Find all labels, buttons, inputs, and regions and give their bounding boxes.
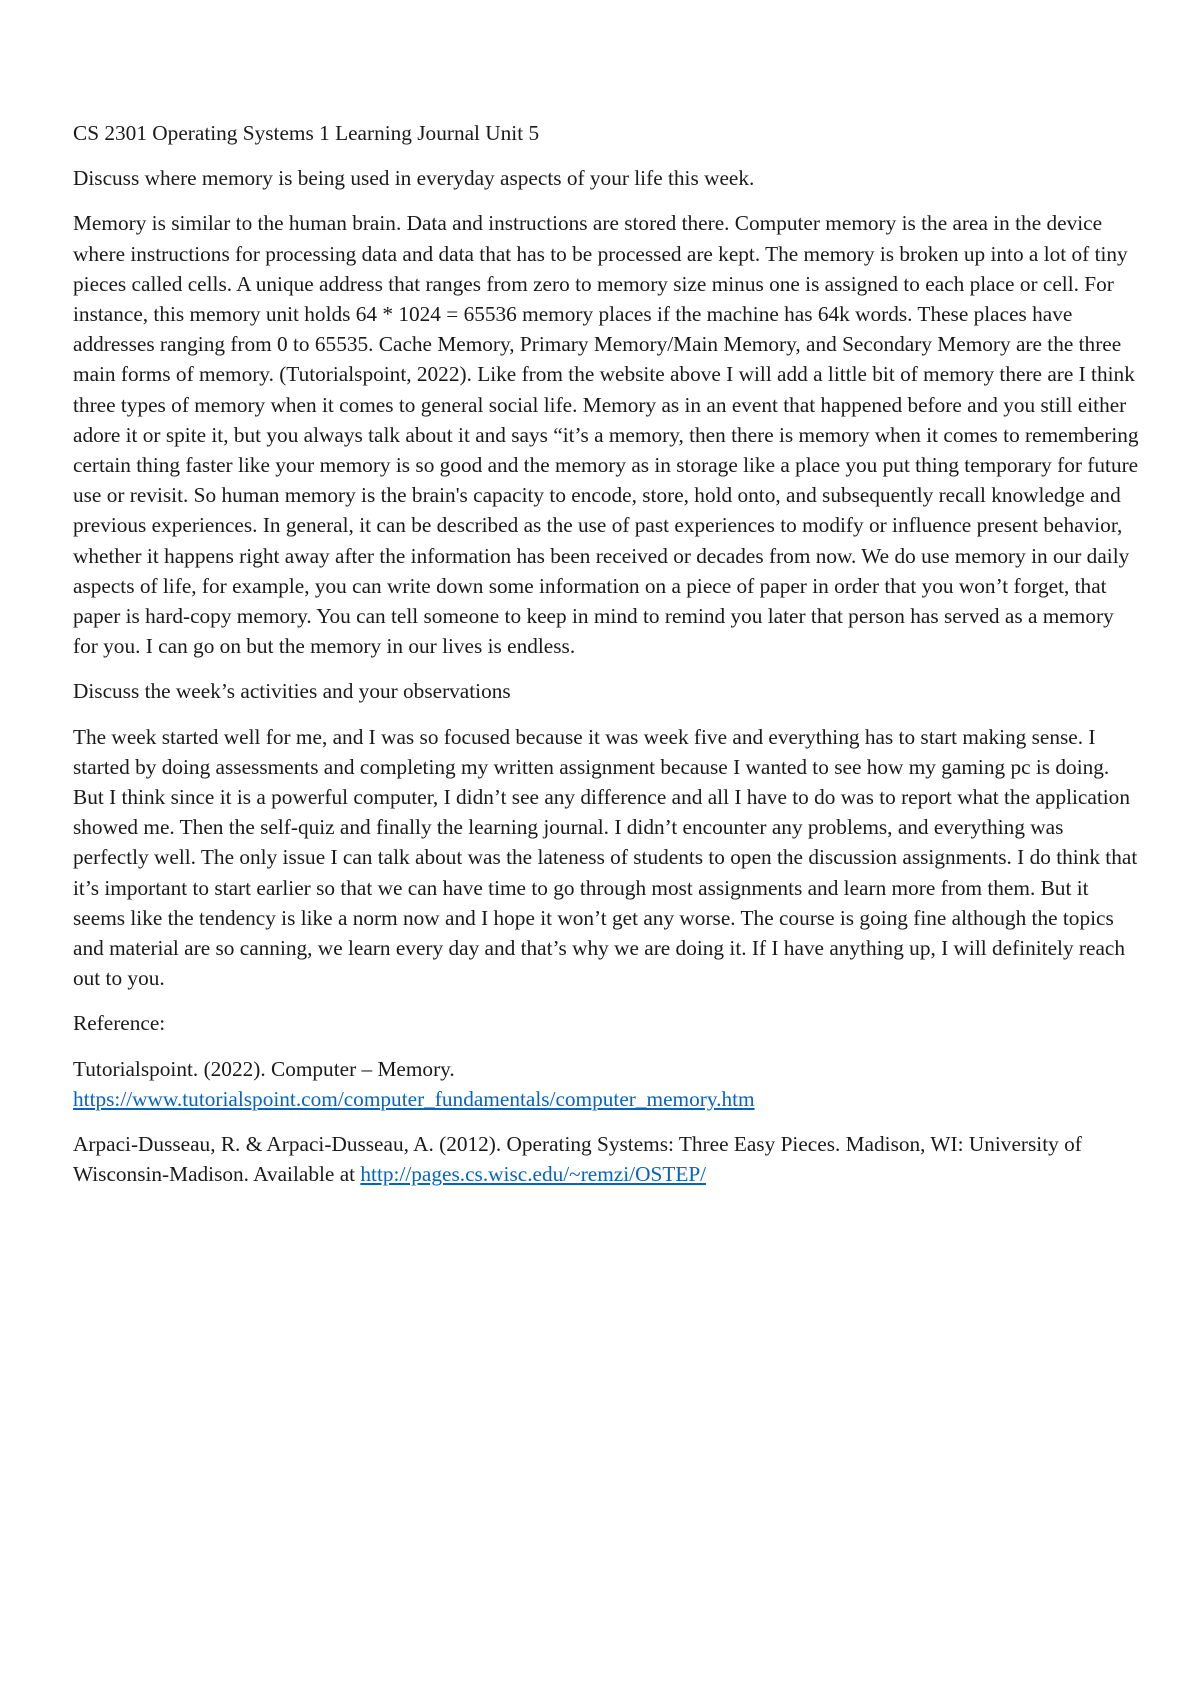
reference-item: [73, 1054, 1143, 1114]
document-title: CS 2301 Operating Systems 1 Learning Journal Unit 5: [73, 121, 540, 145]
reference-text: Tutorialspoint. (2022). Computer – Memory.: [73, 1056, 455, 1081]
reference-link[interactable]: http://pages.cs.wisc.edu/~remzi/OSTEP/: [360, 1162, 707, 1187]
reference-text: Arpaci-Dusseau, R. & Arpaci-Dusseau, A. (2012). Operating Systems: Three Easy Pieces. Madison, WI: University of Wisconsin-Madison. Available at: [73, 1132, 1082, 1187]
reference-heading: Reference:: [73, 1011, 166, 1036]
reference-link[interactable]: https://www.tutorialspoint.com/computer_fundamentals/computer_memory.htm: [73, 1086, 755, 1111]
question-memory: Discuss where memory is being used in everyday aspects of your life this week.: [73, 166, 755, 191]
document-page: [73, 118, 1143, 1205]
question-week-activities: Discuss the week’s activities and your observations: [73, 679, 511, 704]
answer-memory: Memory is similar to the human brain. Data and instructions are stored there. Computer memory is the area in the device where instructions for processing data and data that has to be processed are kept. The memory is broken up into a lot of tiny pieces called cells. A unique address that ranges from zero to memory size minus one is assigned to each place or cell. For instance, this memory unit holds 64 * 1024 = 65536 memory places if the machine has 64k words. These places have addresses ranging from 0 to 65535. Cache Memory, Primary Memory/Main Memory, and Secondary Memory are the three main forms of memory. (Tutorialspoint, 2022). Like from the website above I will add a little bit of memory there are I think three types of memory when it comes to general social life. Memory as in an event that happened before and you still either adore it or spite it, but you always talk about it and says “it’s a memory, then there is memory when it comes to remembering certain thing faster like your memory is so good and the memory as in storage like a place you put thing temporary for future use or revisit. So human memory is the brain's capacity to encode, store, hold onto, and subsequently recall knowledge and previous experiences. In general, it can be described as the use of past experiences to modify or influence present behavior, whether it happens right away after the information has been received or decades from now. We do use memory in our daily aspects of life, for example, you can write down some information on a piece of paper in order that you won’t forget, that paper is hard-copy memory. You can tell someone to keep in mind to remind you later that person has served as a memory for you. I can go on but the memory in our lives is endless.: [73, 211, 1139, 659]
answer-week-activities: The week started well for me, and I was so focused because it was week five and everything has to start making sense. I started by doing assessments and completing my written assignment because I wanted to see how my gaming pc is doing. But I think since it is a powerful computer, I didn’t see any difference and all I have to do was to report what the application showed me. Then the self-quiz and finally the learning journal. I didn’t encounter any problems, and everything was perfectly well. The only issue I can talk about was the lateness of students to open the discussion assignments. I do think that it’s important to start earlier so that we can have time to go through most assignments and learn more from them. But it seems like the tendency is like a norm now and I hope it won’t get any worse. The course is going fine although the topics and material are so canning, we learn every day and that’s why we are doing it. If I have anything up, I will definitely reach out to you.: [73, 724, 1138, 991]
reference-item: [73, 1129, 1143, 1189]
